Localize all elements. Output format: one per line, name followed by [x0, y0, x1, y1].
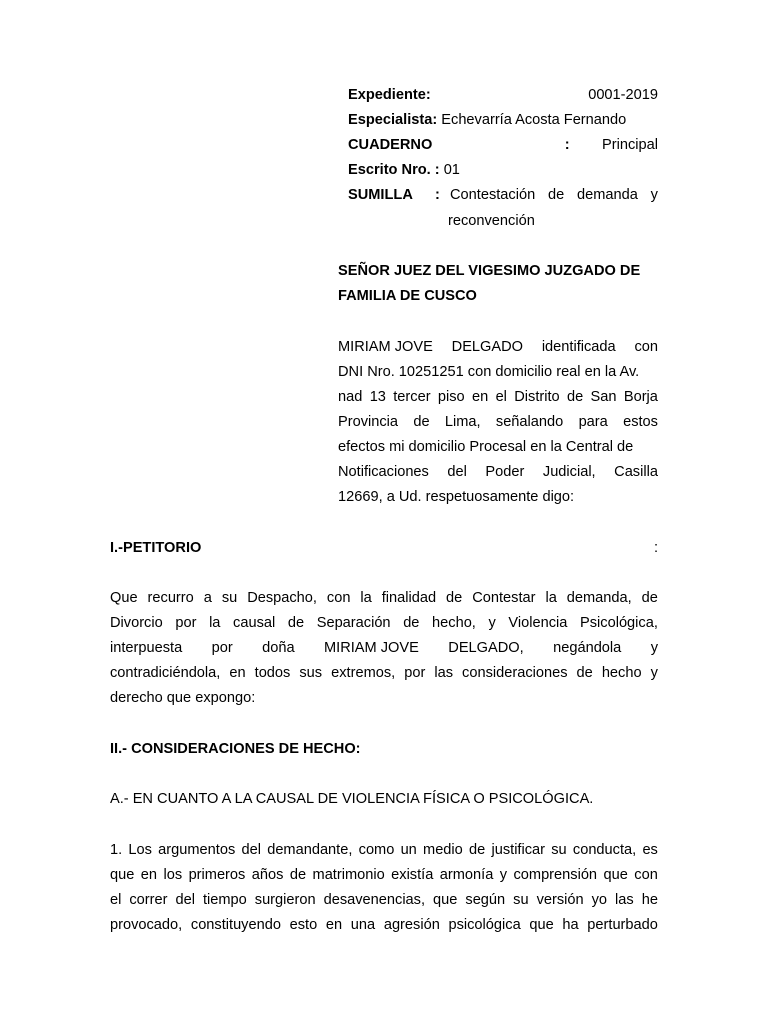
- intro-line7: 12669, a Ud. respetuosamente digo:: [338, 489, 575, 505]
- intro-line3: [338, 388, 658, 406]
- p1-word: yo: [591, 892, 608, 908]
- sumilla-text-line1: [450, 186, 658, 204]
- expediente-label: Expediente:: [348, 87, 431, 103]
- petitorio-word: recurro: [147, 590, 194, 606]
- petitorio-word: demanda,: [566, 590, 632, 606]
- p1-word: es: [642, 842, 658, 858]
- p1-word: Los: [128, 842, 152, 858]
- intro-word: estos: [623, 414, 658, 430]
- petitorio-word: Que: [110, 590, 138, 606]
- petitorio-word: Despacho,: [247, 590, 317, 606]
- p1-word: una: [350, 917, 376, 933]
- p1-word: tiempo: [202, 892, 247, 908]
- p1-word: perturbado: [587, 917, 658, 933]
- intro-line1: [338, 338, 658, 356]
- sumilla-label: SUMILLA: [348, 187, 413, 203]
- sumilla-word: Contestación: [450, 187, 536, 203]
- intro-line2: DNI Nro. 10251251 con domicilio real en la Av.: [338, 364, 640, 380]
- p1-word: con: [634, 867, 658, 883]
- intro-line5: efectos mi domicilio Procesal en la Central de: [338, 439, 634, 455]
- p1-word: existía: [391, 867, 434, 883]
- addressee-line1: SEÑOR JUEZ DEL VIGESIMO JUZGADO DE: [338, 263, 641, 279]
- intro-word: para: [578, 414, 608, 430]
- p1-word: y: [499, 867, 508, 883]
- escrito-row: [348, 161, 460, 179]
- p1-word: he: [641, 892, 658, 908]
- petitorio-word: las: [434, 665, 454, 681]
- petitorio-word: de: [641, 590, 658, 606]
- p1-word: 1.: [110, 842, 123, 858]
- petitorio-word: contradiciéndola,: [110, 665, 221, 681]
- intro-word: señalando: [495, 414, 564, 430]
- p1-word: en: [325, 917, 343, 933]
- p1-word: que: [433, 892, 458, 908]
- petitorio-heading-row: [110, 539, 658, 557]
- petitorio-word: Violencia: [508, 615, 568, 631]
- p1-word: que: [529, 917, 554, 933]
- p1-word: conducta,: [572, 842, 637, 858]
- petitorio-word: de: [403, 615, 420, 631]
- petitorio-word: de: [576, 665, 593, 681]
- p1-word: medio: [423, 842, 463, 858]
- especialista-row: [348, 111, 626, 129]
- petitorio-word: de: [446, 590, 463, 606]
- intro-word: con: [634, 339, 658, 355]
- sumilla-text-line2: reconvención: [448, 213, 535, 229]
- intro-word: Provincia: [338, 414, 399, 430]
- intro-word: MIRIAM JOVE: [338, 339, 433, 355]
- intro-word: Casilla: [614, 464, 658, 480]
- p1-word: que: [110, 867, 135, 883]
- p1-word: los: [163, 867, 183, 883]
- p1-word: su: [551, 842, 567, 858]
- intro-line4: [338, 413, 658, 431]
- petitorio-word: interpuesta: [110, 640, 183, 656]
- expediente-row: [348, 86, 658, 104]
- cuaderno-label: CUADERNO: [348, 137, 433, 153]
- sumilla-word: y: [650, 187, 658, 203]
- petitorio-word: extremos,: [331, 665, 396, 681]
- petitorio-word: y: [650, 640, 658, 656]
- petitorio-line3: [110, 639, 658, 657]
- p1-word: ha: [562, 917, 579, 933]
- p1-word: psicológica: [448, 917, 521, 933]
- p1-line4: [110, 916, 658, 934]
- petitorio-word: por: [404, 665, 426, 681]
- p1-word: comprensión: [513, 867, 598, 883]
- consideraciones-subheading: A.- EN CUANTO A LA CAUSAL DE VIOLENCIA FÍSICA O PSICOLÓGICA.: [110, 791, 594, 807]
- intro-word: Distrito: [514, 389, 560, 405]
- p1-word: de: [289, 867, 307, 883]
- petitorio-word: Psicológica,: [580, 615, 658, 631]
- p1-word: un: [400, 842, 417, 858]
- intro-word: en: [472, 389, 489, 405]
- intro-word: San: [590, 389, 617, 405]
- p1-word: según: [465, 892, 506, 908]
- consideraciones-heading: II.- CONSIDERACIONES DE HECHO:: [110, 741, 361, 757]
- p1-word: de: [469, 842, 486, 858]
- intro-word: Poder: [485, 464, 525, 480]
- p1-word: constituyendo: [190, 917, 281, 933]
- addressee-line2: FAMILIA DE CUSCO: [338, 288, 477, 304]
- escrito-value: 01: [439, 162, 460, 178]
- p1-word: matrimonio: [312, 867, 385, 883]
- p1-word: el: [110, 892, 122, 908]
- intro-word: Judicial,: [542, 464, 596, 480]
- petitorio-word: hecho,: [432, 615, 476, 631]
- p1-word: años: [251, 867, 284, 883]
- petitorio-colon: :: [653, 540, 658, 556]
- p1-word: en: [140, 867, 158, 883]
- p1-word: demandante,: [267, 842, 353, 858]
- p1-word: del: [241, 842, 261, 858]
- p1-word: correr: [129, 892, 168, 908]
- sumilla-word: de: [547, 187, 565, 203]
- petitorio-word: la: [360, 590, 372, 606]
- p1-word: provocado,: [110, 917, 183, 933]
- p1-word: surgieron: [254, 892, 316, 908]
- cuaderno-value: Principal: [602, 137, 658, 153]
- p1-line2: [110, 866, 658, 884]
- cuaderno-colon: :: [564, 137, 570, 153]
- petitorio-line5: derecho que expongo:: [110, 690, 256, 706]
- p1-word: desavenencias,: [323, 892, 426, 908]
- petitorio-word: MIRIAM JOVE: [324, 640, 419, 656]
- petitorio-word: y: [488, 615, 496, 631]
- cuaderno-row: [348, 136, 658, 154]
- p1-word: agresión: [383, 917, 440, 933]
- petitorio-word: y: [650, 665, 658, 681]
- petitorio-word: sus: [299, 665, 323, 681]
- petitorio-word: Separación: [316, 615, 391, 631]
- petitorio-word: la: [209, 615, 221, 631]
- petitorio-word: a: [203, 590, 212, 606]
- especialista-label: Especialista:: [348, 112, 438, 128]
- intro-word: Borja: [623, 389, 658, 405]
- intro-word: piso: [437, 389, 465, 405]
- petitorio-word: finalidad: [381, 590, 437, 606]
- intro-line6: [338, 463, 658, 481]
- p1-word: argumentos: [158, 842, 236, 858]
- p1-word: las: [615, 892, 634, 908]
- intro-word: Notificaciones: [338, 464, 429, 480]
- sumilla-word: demanda: [577, 187, 638, 203]
- expediente-value: 0001-2019: [588, 87, 658, 103]
- p1-word: versión: [536, 892, 584, 908]
- p1-word: esto: [289, 917, 318, 933]
- petitorio-word: consideraciones: [462, 665, 568, 681]
- intro-word: del: [447, 464, 467, 480]
- petitorio-line1: [110, 589, 658, 607]
- petitorio-word: Divorcio: [110, 615, 163, 631]
- p1-word: que: [603, 867, 628, 883]
- petitorio-heading: I.-PETITORIO: [110, 540, 202, 556]
- petitorio-line4: [110, 664, 658, 682]
- petitorio-line2: [110, 614, 658, 632]
- petitorio-word: hecho: [601, 665, 642, 681]
- p1-word: su: [513, 892, 529, 908]
- petitorio-word: todos: [254, 665, 291, 681]
- petitorio-word: con: [326, 590, 351, 606]
- p1-line1: [110, 841, 658, 859]
- intro-word: DELGADO: [451, 339, 524, 355]
- intro-word: tercer: [393, 389, 431, 405]
- petitorio-word: negándola: [553, 640, 622, 656]
- intro-word: nad: [338, 389, 363, 405]
- especialista-value: Echevarría Acosta Fernando: [437, 112, 627, 128]
- petitorio-word: por: [175, 615, 197, 631]
- sumilla-colon: :: [435, 187, 440, 203]
- sumilla-row: [348, 186, 440, 204]
- intro-word: de: [413, 414, 430, 430]
- intro-word: Lima,: [444, 414, 481, 430]
- p1-word: del: [175, 892, 195, 908]
- p1-word: armonía: [439, 867, 494, 883]
- petitorio-word: por: [211, 640, 233, 656]
- intro-word: de: [566, 389, 584, 405]
- intro-word: el: [495, 389, 507, 405]
- petitorio-word: en: [229, 665, 246, 681]
- petitorio-word: causal: [233, 615, 276, 631]
- p1-line3: [110, 891, 658, 909]
- petitorio-word: Contestar: [472, 590, 536, 606]
- petitorio-word: de: [287, 615, 305, 631]
- p1-word: como: [358, 842, 395, 858]
- p1-word: justificar: [491, 842, 546, 858]
- escrito-label: Escrito Nro. :: [348, 162, 440, 178]
- intro-word: identificada: [541, 339, 616, 355]
- petitorio-word: doña: [262, 640, 295, 656]
- petitorio-word: su: [221, 590, 238, 606]
- petitorio-word: la: [545, 590, 557, 606]
- p1-word: primeros: [188, 867, 246, 883]
- intro-word: 13: [369, 389, 386, 405]
- petitorio-word: DELGADO,: [448, 640, 524, 656]
